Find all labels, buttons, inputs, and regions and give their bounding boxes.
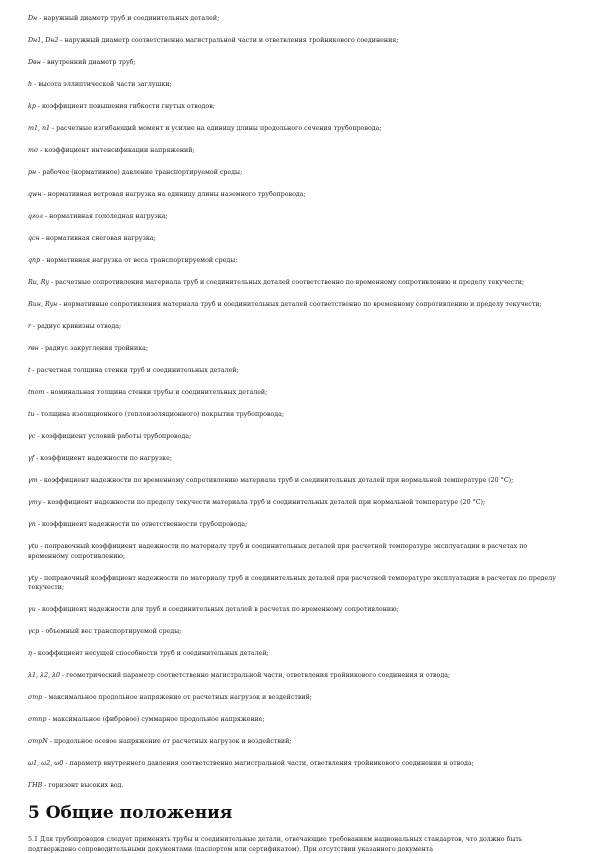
definition-text: - коэффициент условий работы трубопровода;: [35, 433, 192, 440]
definition-item: [28, 124, 568, 134]
definition-term: ГНВ: [28, 782, 43, 789]
definition-item: [28, 234, 568, 244]
definition-item: [28, 649, 568, 659]
definition-item: [28, 388, 568, 398]
definition-term: tnom: [28, 389, 45, 396]
definition-text: - коэффициент надежности по пределу текучести материала труб и соединительных деталей при нормальной температуре (20 °С);: [41, 499, 486, 506]
definition-term: h: [28, 81, 33, 88]
definition-term: γсp: [28, 628, 40, 635]
definition-text: - нормативная гололедная нагрузка;: [43, 213, 168, 220]
definition-item: [28, 627, 568, 637]
definition-term: tи: [28, 411, 35, 418]
definition-item: [28, 146, 568, 156]
definition-text: - радиус закругления тройника;: [38, 345, 149, 352]
definition-term: η: [28, 650, 32, 657]
definition-term: σmnp: [28, 716, 47, 723]
definition-item: [28, 476, 568, 486]
section-paragraph: 5.1 Для трубопроводов следует применять трубы и соединительные детали, отвечающие требованиям национальных стандартов, что должно быть подтверждено сопроводительными документами (паспортом или сертификатом). При отсутствии указанного документа: [28, 836, 523, 853]
definition-item: [28, 168, 568, 178]
definition-item: [28, 737, 568, 747]
definition-text: - нормативная снеговая нагрузка;: [39, 235, 156, 242]
definition-term: kp: [28, 103, 36, 110]
definition-term: Ru, Ry: [28, 279, 49, 286]
definition-term: qwн: [28, 191, 42, 198]
definition-text: - коэффициент надежности для труб и соединительных деталей в расчетах по временному сопротивлению;: [35, 606, 399, 613]
definition-item: [28, 278, 568, 288]
definition-text: - наружный диаметр соответственно магистральной части и ответвления тройникового соединения;: [58, 37, 399, 44]
definition-term: γtu: [28, 543, 39, 550]
definition-term: γf: [28, 455, 35, 462]
definition-text: - высота эллиптической части заглушки;: [32, 81, 172, 88]
definition-term: γu: [28, 606, 36, 613]
definition-text: - расчетная толщина стенки труб и соединительных деталей;: [30, 367, 239, 374]
definition-text: - горизонт высоких вод.: [42, 782, 124, 789]
definition-text: - номинальная толщина стенки трубы и соединительных деталей;: [44, 389, 268, 396]
definition-text: - нормативные сопротивления материала труб и соединительных деталей соответственно по временному сопротивлению и пределу текучести;: [57, 301, 542, 308]
definition-text: - коэффициент надежности по нагрузке;: [34, 455, 172, 462]
definition-text: - максимальное (фибровое) суммарное продольное напряжение;: [46, 716, 265, 723]
definition-term: r: [28, 323, 32, 330]
definition-item: [28, 344, 568, 354]
definition-text: - коэффициент интенсификации напряжений;: [38, 147, 195, 154]
definition-item: [28, 256, 568, 266]
definition-text: - расчетные изгибающий момент и усилие на единицу длины продольного сечения трубопровода;: [50, 125, 382, 132]
definition-item: [28, 759, 568, 769]
definition-term: qсн: [28, 235, 40, 242]
definition-item: [28, 58, 568, 68]
definition-text: - радиус кривизны отвода;: [31, 323, 122, 330]
definition-term: Dвн: [28, 59, 41, 66]
definition-text: - продольное осевое напряжение от расчетных нагрузок и воздействий;: [47, 738, 292, 745]
definition-item: [28, 605, 568, 615]
definition-item: [28, 300, 568, 310]
definition-item: [28, 102, 568, 112]
definition-term: σmp: [28, 694, 43, 701]
definition-term: mσ: [28, 147, 39, 154]
definition-item: [28, 190, 568, 200]
definition-term: λ1, λ2, λ0: [28, 672, 60, 679]
definition-term: m1, n1: [28, 125, 51, 132]
definition-item: [28, 80, 568, 90]
definition-text: - расчетные сопротивления материала труб и соединительных деталей соответственно по временному сопротивлению и пределу текучести;: [49, 279, 525, 286]
definition-text: - объемный вес транспортируемой среды;: [39, 628, 182, 635]
definition-text: - рабочее (нормативное) давление транспортируемой среды;: [36, 169, 243, 176]
definition-term: γm: [28, 477, 38, 484]
definition-text: - максимальное продольное напряжение от расчетных нагрузок и воздействий;: [42, 694, 312, 701]
definition-text: - поправочный коэффициент надежности по материалу труб и соединительных деталей при расчетной температуре эксплуатации в расчетах по пределу текучести;: [28, 574, 556, 591]
definition-term: σmpN: [28, 738, 48, 745]
definition-text: - коэффициент надежности по временному сопротивлению материала труб и соединительных деталей при нормальной температуре (20 °С);: [37, 477, 514, 484]
definition-item: [28, 574, 568, 593]
definition-text: - внутренний диаметр труб;: [40, 59, 136, 66]
definition-item: [28, 498, 568, 508]
definition-text: - геометрический параметр соответственно магистральной части, ответвления тройникового соединения и отвода;: [60, 672, 451, 679]
definition-term: ω1, ω2, ω0: [28, 760, 64, 767]
definition-term: Dн1, Dн2: [28, 37, 59, 44]
section-heading: 5 Общие положения: [28, 803, 233, 823]
definition-item: [28, 693, 568, 703]
definition-text: - параметр внутреннего давления соответственно магистральной части, ответвления тройникового соединения и отвода;: [63, 760, 474, 767]
definition-term: Dн: [28, 15, 38, 22]
definition-term: γc: [28, 433, 36, 440]
definition-item: [28, 432, 568, 442]
definition-item: [28, 715, 568, 725]
definition-text: - коэффициент надежности по ответственности трубопровода;: [35, 521, 248, 528]
definition-item: [28, 781, 568, 791]
definition-item: [28, 36, 568, 46]
definition-item: [28, 212, 568, 222]
definition-text: - нормативная нагрузка от веса транспортируемой среды;: [40, 257, 238, 264]
definition-term: pн: [28, 169, 37, 176]
document-page: [28, 14, 568, 854]
definition-item: [28, 366, 568, 376]
definition-item: [28, 14, 568, 24]
definition-text: - коэффициент несущей способности труб и соединительных деталей;: [31, 650, 269, 657]
definition-item: [28, 322, 568, 332]
definition-term: qгол: [28, 213, 44, 220]
definition-text: - наружный диаметр труб и соединительных деталей;: [37, 15, 220, 22]
definition-term: Ruн, Ryн: [28, 301, 58, 308]
definition-term: γmy: [28, 499, 42, 506]
definition-term: γn: [28, 521, 36, 528]
definition-item: [28, 454, 568, 464]
definition-item: [28, 542, 568, 561]
definition-term: t: [28, 367, 31, 374]
definition-text: - нормативная ветровая нагрузка на единицу длины наземного трубопровода;: [41, 191, 306, 198]
definition-term: rвн: [28, 345, 39, 352]
definition-item: [28, 671, 568, 681]
definition-text: - коэффициент повышения гибкости гнутых отводов;: [35, 103, 215, 110]
definition-text: - поправочный коэффициент надежности по материалу труб и соединительных деталей при расчетной температуре эксплуатации в расчетах по временному сопротивлению;: [28, 543, 528, 560]
definition-item: [28, 520, 568, 530]
definition-item: [28, 410, 568, 420]
definition-term: qпр: [28, 257, 41, 264]
definitions-list: [28, 14, 568, 791]
definition-text: - толщина изоляционного (теплоизоляционного) покрытия трубопровода;: [34, 411, 285, 418]
definition-term: γty: [28, 574, 38, 582]
